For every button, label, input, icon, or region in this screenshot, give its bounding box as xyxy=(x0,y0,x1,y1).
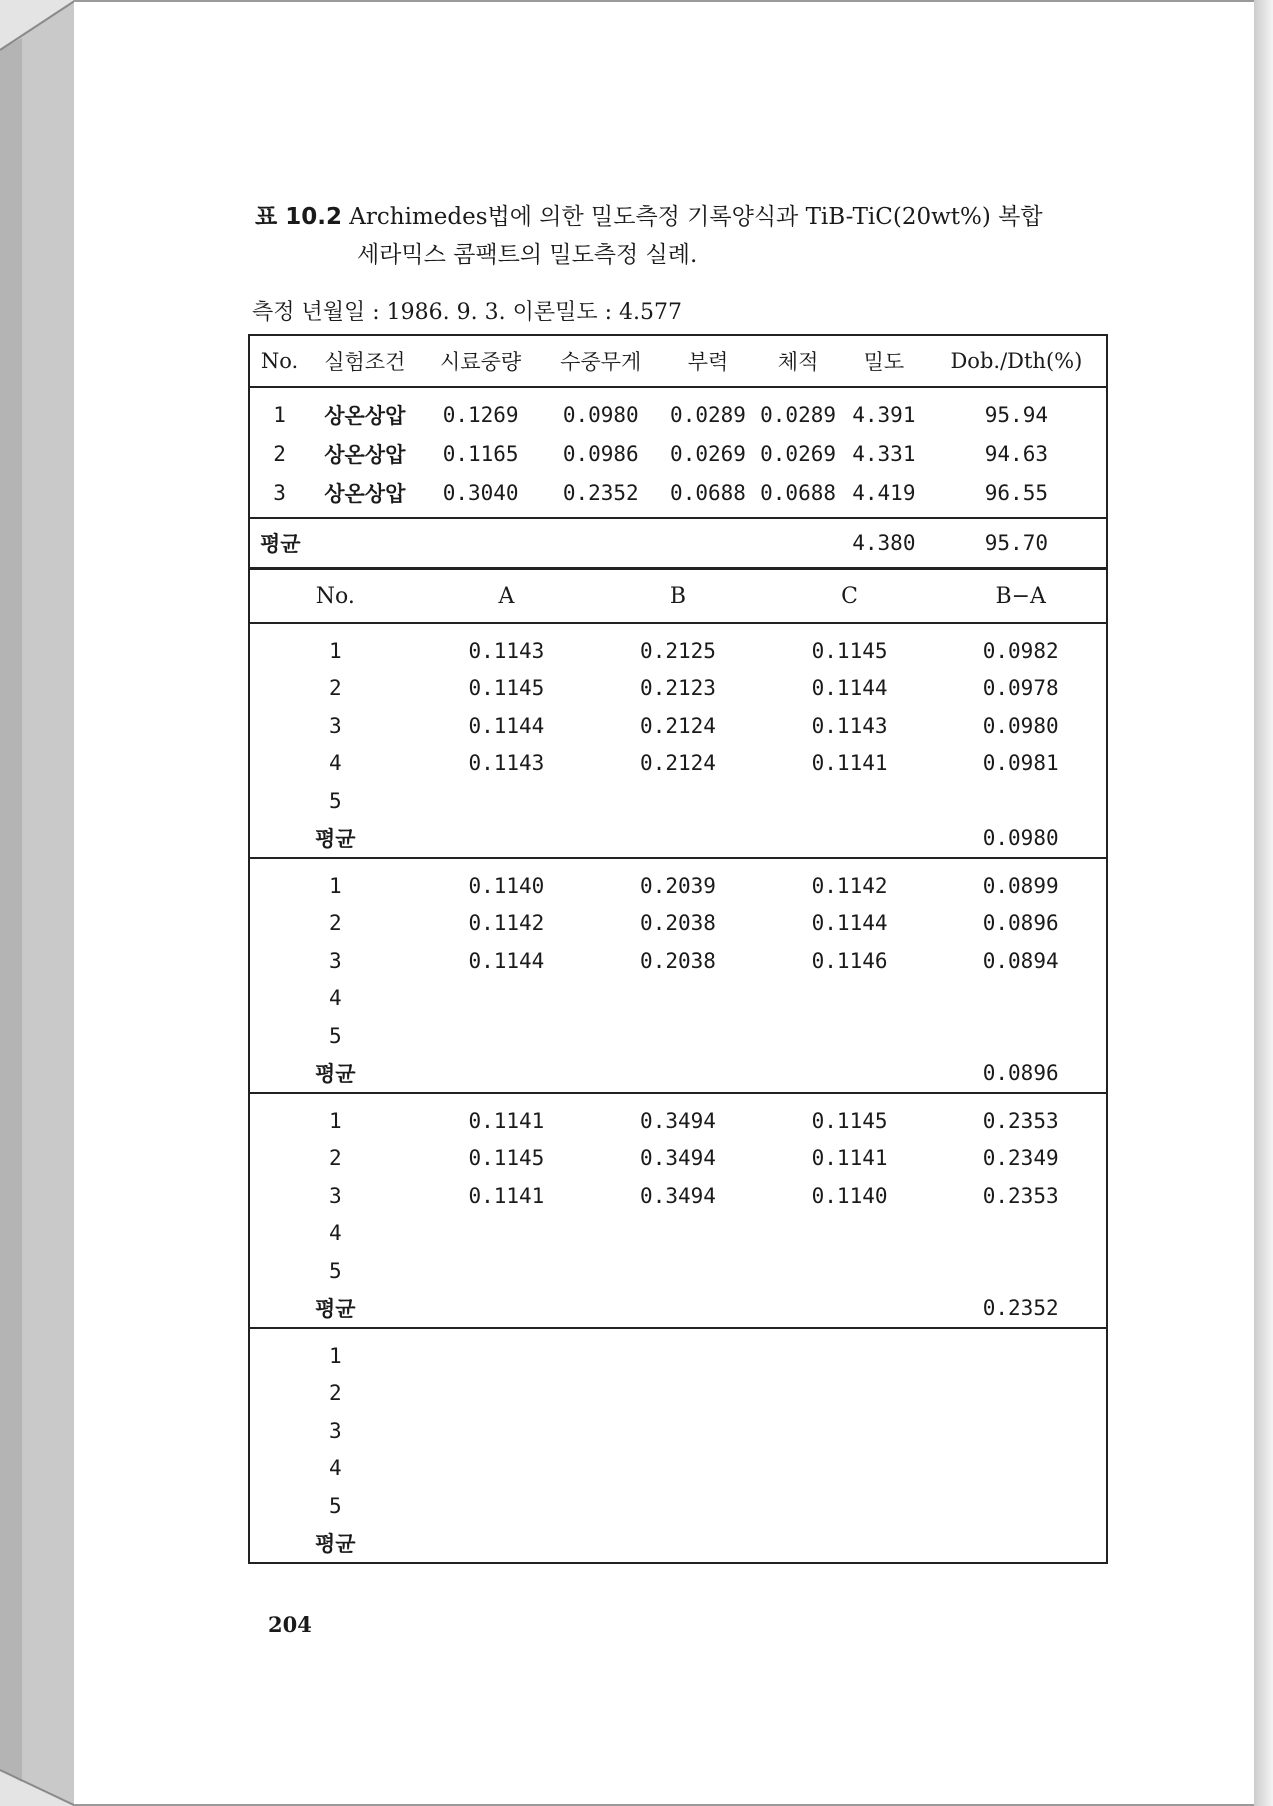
summary-cell: 95.94 xyxy=(984,402,1048,427)
record-average-empty xyxy=(421,1055,593,1094)
record-row xyxy=(249,1017,1107,1055)
record-average-empty xyxy=(764,1290,936,1329)
record-cell: 0.1141 xyxy=(421,1093,593,1140)
record-cell: 3 xyxy=(328,1418,342,1443)
summary-average-label: 평균 xyxy=(249,518,841,568)
record-cell: 0.3494 xyxy=(640,1146,716,1171)
record-cell: 2 xyxy=(328,1146,342,1171)
summary-cell: 4.331 xyxy=(852,441,916,466)
record-cell: 0.1146 xyxy=(811,948,888,973)
record-cell: 0.2124 xyxy=(640,713,716,738)
record-average-value xyxy=(935,1525,1107,1564)
record-cell xyxy=(935,1017,1107,1055)
summary-cell: 0.0980 xyxy=(562,402,639,427)
record-cell: 0.1143 xyxy=(468,751,545,776)
record-cell xyxy=(421,1412,593,1450)
record-cell: 0.2038 xyxy=(640,911,716,936)
summary-header-cell: 체적 xyxy=(755,335,841,387)
summary-header-cell: 부력 xyxy=(661,335,755,387)
record-cell: 2 xyxy=(328,1381,342,1406)
record-cell: 0.0896 xyxy=(982,911,1059,936)
record-cell: 0.1142 xyxy=(764,858,936,905)
record-cell: 2 xyxy=(328,911,342,936)
record-cell xyxy=(421,1328,593,1375)
summary-cell: 상온상압 xyxy=(324,442,406,467)
record-average-empty xyxy=(421,820,593,859)
record-cell xyxy=(592,1487,764,1525)
record-cell: 0.1141 xyxy=(468,1183,545,1208)
record-cell xyxy=(592,1017,764,1055)
record-cell xyxy=(421,1487,593,1525)
record-cell xyxy=(592,1328,764,1375)
record-cell: 0.2349 xyxy=(982,1146,1059,1171)
record-row xyxy=(249,782,1107,820)
summary-average-ratio: 95.70 xyxy=(927,518,1107,568)
record-cell: 0.3494 xyxy=(640,1183,716,1208)
page-edge-shadow xyxy=(1252,0,1273,1806)
record-cell xyxy=(764,1215,936,1253)
record-cell: 0.2039 xyxy=(592,858,764,905)
record-cell xyxy=(935,1487,1107,1525)
record-cell xyxy=(764,1412,936,1450)
summary-average-row xyxy=(249,518,1107,568)
caption-line2: 세라믹스 콤팩트의 밀도측정 실례. xyxy=(357,242,698,268)
caption-line1: Archimedes법에 의한 밀도측정 기록양식과 TiB-TiC(20wt%) 복합 xyxy=(349,204,1043,230)
summary-cell: 0.0269 xyxy=(760,441,836,466)
record-cell xyxy=(935,1328,1107,1375)
record-average-value: 0.2352 xyxy=(982,1296,1059,1321)
summary-cell: 4.419 xyxy=(852,480,916,505)
record-cell xyxy=(592,1412,764,1450)
summary-header-cell: 시료중량 xyxy=(421,335,541,387)
record-cell xyxy=(421,782,593,820)
record-cell xyxy=(592,980,764,1018)
archimedes-record-table xyxy=(248,568,1108,1564)
record-cell xyxy=(935,1375,1107,1413)
record-cell: 0.2125 xyxy=(640,638,716,663)
record-average-label: 평균 xyxy=(315,1297,356,1322)
record-cell: 2 xyxy=(328,676,342,701)
record-row xyxy=(249,1412,1107,1450)
summary-cell: 0.1269 xyxy=(442,402,519,427)
summary-cell: 0.0289 xyxy=(670,402,746,427)
record-average-empty xyxy=(592,1055,764,1094)
record-average-empty xyxy=(764,1525,936,1564)
record-row xyxy=(249,745,1107,783)
record-average-empty xyxy=(764,820,936,859)
summary-cell: 94.63 xyxy=(984,441,1048,466)
record-cell xyxy=(764,980,936,1018)
record-row xyxy=(249,1450,1107,1488)
record-cell: 0.1140 xyxy=(811,1183,888,1208)
record-cell xyxy=(592,1375,764,1413)
summary-cell: 0.3040 xyxy=(442,480,519,505)
record-cell xyxy=(935,980,1107,1018)
record-cell: 0.2124 xyxy=(640,751,716,776)
record-cell: 0.1143 xyxy=(468,638,545,663)
record-average-empty xyxy=(592,1525,764,1564)
record-average-empty xyxy=(764,1055,936,1094)
record-cell: 0.1144 xyxy=(811,911,888,936)
record-cell xyxy=(421,1375,593,1413)
record-cell: 0.0980 xyxy=(982,713,1059,738)
record-row xyxy=(249,1177,1107,1215)
record-cell: 0.2353 xyxy=(935,1093,1107,1140)
summary-header-cell: 실험조건 xyxy=(309,335,421,387)
record-cell xyxy=(421,1215,593,1253)
record-cell: 4 xyxy=(328,1456,342,1481)
record-row xyxy=(249,1215,1107,1253)
book-spine xyxy=(0,0,78,1806)
record-header-cell: B−A xyxy=(935,569,1107,623)
record-cell: 0.1144 xyxy=(468,713,545,738)
record-cell: 3 xyxy=(328,1183,342,1208)
summary-cell: 4.391 xyxy=(852,402,916,427)
record-cell: 0.1140 xyxy=(421,858,593,905)
record-cell xyxy=(764,782,936,820)
record-cell xyxy=(764,1450,936,1488)
record-cell xyxy=(935,1215,1107,1253)
record-cell xyxy=(592,1252,764,1290)
record-cell: 0.0894 xyxy=(982,948,1059,973)
record-cell: 0.0978 xyxy=(982,676,1059,701)
record-cell xyxy=(935,1252,1107,1290)
summary-cell: 3 xyxy=(273,480,286,505)
summary-cell: 0.0688 xyxy=(760,480,836,505)
record-row xyxy=(249,942,1107,980)
record-cell xyxy=(421,1450,593,1488)
summary-cell: 0.1165 xyxy=(442,441,519,466)
summary-header-cell: 밀도 xyxy=(841,335,927,387)
summary-cell: 0.0269 xyxy=(670,441,746,466)
record-cell: 3 xyxy=(328,713,342,738)
record-cell: 0.0899 xyxy=(935,858,1107,905)
measurement-info: 측정 년월일 : 1986. 9. 3. 이론밀도 : 4.577 xyxy=(252,300,682,325)
summary-cell: 0.0986 xyxy=(562,441,639,466)
record-row xyxy=(249,707,1107,745)
summary-row xyxy=(249,387,1107,434)
record-cell: 0.1145 xyxy=(468,1146,545,1171)
summary-header-cell: 수중무게 xyxy=(541,335,661,387)
record-average-label: 평균 xyxy=(315,827,356,852)
record-average-row xyxy=(249,1525,1107,1564)
record-row xyxy=(249,858,1107,905)
record-row xyxy=(249,1375,1107,1413)
record-header-cell: B xyxy=(592,569,764,623)
summary-cell: 상온상압 xyxy=(324,481,406,506)
summary-cell: 0.0289 xyxy=(760,402,836,427)
record-row xyxy=(249,1252,1107,1290)
record-average-empty xyxy=(592,820,764,859)
record-cell xyxy=(592,1215,764,1253)
record-cell xyxy=(764,1375,936,1413)
record-row xyxy=(249,623,1107,670)
record-cell: 0.1145 xyxy=(811,638,888,663)
record-cell xyxy=(421,1017,593,1055)
summary-row xyxy=(249,473,1107,518)
record-cell: 4 xyxy=(328,1221,342,1246)
summary-cell: 0.2352 xyxy=(562,480,639,505)
record-average-empty xyxy=(421,1525,593,1564)
record-row xyxy=(249,980,1107,1018)
summary-cell: 96.55 xyxy=(984,480,1048,505)
record-cell xyxy=(421,980,593,1018)
record-cell: 3 xyxy=(328,948,342,973)
summary-header-cell: Dob./Dth(%) xyxy=(927,335,1107,387)
summary-cell: 0.0688 xyxy=(670,480,746,505)
summary-header-row xyxy=(249,335,1107,387)
record-average-empty xyxy=(421,1290,593,1329)
record-cell xyxy=(935,782,1107,820)
page-number: 204 xyxy=(268,1612,312,1637)
record-header-row xyxy=(249,569,1107,623)
record-cell: 0.1141 xyxy=(811,751,888,776)
record-row xyxy=(249,905,1107,943)
record-cell: 5 xyxy=(328,1258,342,1283)
record-cell xyxy=(935,1412,1107,1450)
record-header-cell: C xyxy=(764,569,936,623)
record-cell: 5 xyxy=(328,1023,342,1048)
record-cell: 1 xyxy=(328,638,342,663)
record-cell xyxy=(592,1450,764,1488)
summary-average-density: 4.380 xyxy=(841,518,927,568)
summary-cell: 2 xyxy=(273,441,286,466)
record-cell: 1 xyxy=(249,1093,421,1140)
record-header-cell: No. xyxy=(249,569,421,623)
record-average-value: 0.0896 xyxy=(982,1061,1059,1086)
record-cell: 0.3494 xyxy=(592,1093,764,1140)
record-row xyxy=(249,1093,1107,1140)
summary-cell: 상온상압 xyxy=(324,403,406,428)
record-cell: 0.1141 xyxy=(811,1146,888,1171)
summary-header-cell: No. xyxy=(249,335,309,387)
record-header-cell: A xyxy=(421,569,593,623)
record-row xyxy=(249,1328,1107,1375)
density-summary-table xyxy=(248,334,1108,569)
record-cell: 0.1144 xyxy=(811,676,888,701)
record-cell xyxy=(592,782,764,820)
summary-row xyxy=(249,434,1107,473)
record-cell xyxy=(764,1252,936,1290)
record-average-row xyxy=(249,1055,1107,1094)
record-row xyxy=(249,1140,1107,1178)
record-cell: 0.0981 xyxy=(982,751,1059,776)
record-average-empty xyxy=(592,1290,764,1329)
record-cell: 0.2353 xyxy=(982,1183,1059,1208)
record-cell xyxy=(421,1252,593,1290)
summary-cell: 1 xyxy=(273,402,286,427)
record-average-value: 0.0980 xyxy=(982,826,1059,851)
record-cell: 1 xyxy=(249,1328,421,1375)
record-average-label: 평균 xyxy=(315,1062,356,1087)
record-cell: 5 xyxy=(328,1493,342,1518)
record-average-row xyxy=(249,820,1107,859)
record-cell: 0.1145 xyxy=(468,676,545,701)
record-row xyxy=(249,670,1107,708)
record-cell xyxy=(764,1017,936,1055)
record-cell: 0.1143 xyxy=(811,713,888,738)
record-average-label: 평균 xyxy=(315,1532,356,1557)
record-cell: 0.2123 xyxy=(640,676,716,701)
record-cell: 0.1145 xyxy=(764,1093,936,1140)
record-row xyxy=(249,1487,1107,1525)
record-cell xyxy=(935,1450,1107,1488)
record-cell xyxy=(764,1328,936,1375)
record-cell: 4 xyxy=(328,986,342,1011)
caption-label: 표 10.2 xyxy=(255,204,342,230)
record-cell: 0.2038 xyxy=(640,948,716,973)
record-cell: 5 xyxy=(328,788,342,813)
record-cell xyxy=(764,1487,936,1525)
record-cell: 1 xyxy=(249,858,421,905)
record-cell: 4 xyxy=(328,751,342,776)
record-average-row xyxy=(249,1290,1107,1329)
record-cell: 0.1144 xyxy=(468,948,545,973)
table-caption xyxy=(255,198,1115,274)
record-cell: 0.1142 xyxy=(468,911,545,936)
record-cell: 0.0982 xyxy=(982,638,1059,663)
